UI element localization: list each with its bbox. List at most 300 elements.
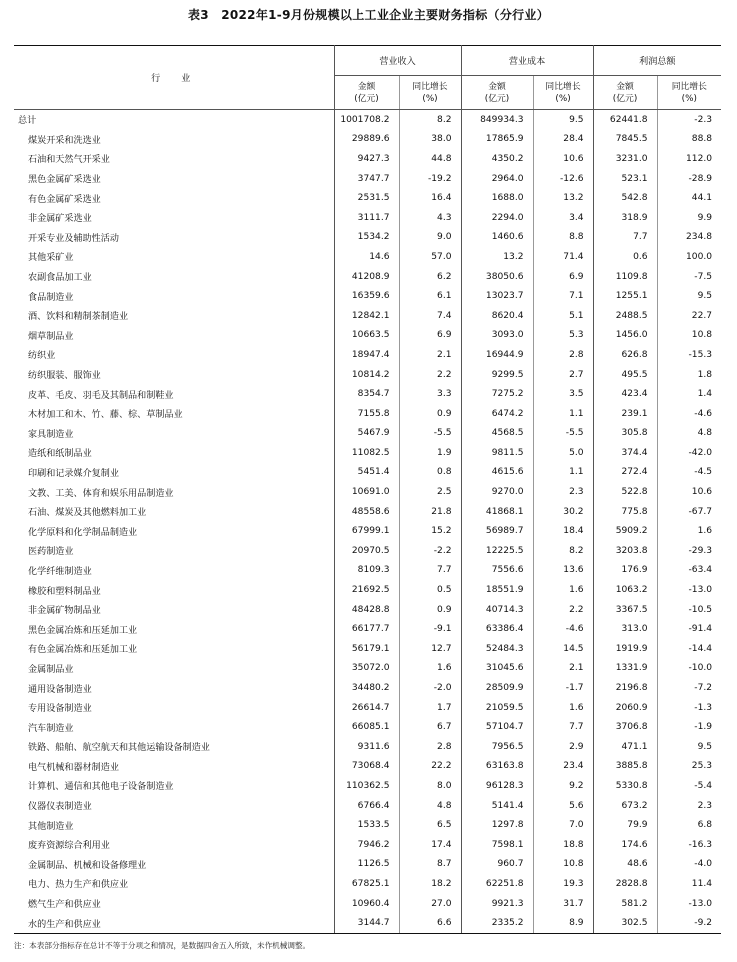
profit-amount: 1456.0: [593, 326, 657, 346]
cost-growth: 3.4: [533, 208, 593, 228]
revenue-amount: 3144.7: [334, 913, 399, 933]
industry-header: 行 业: [14, 46, 334, 110]
industry-name: 烟草制品业: [28, 331, 74, 342]
table-row: [14, 345, 721, 365]
revenue-amount: 110362.5: [334, 776, 399, 796]
profit-amount: 2488.5: [593, 306, 657, 326]
table-row: [14, 619, 721, 639]
revenue-growth: 8.7: [399, 855, 461, 875]
profit-amount: 3885.8: [593, 757, 657, 777]
revenue-amount: 18947.4: [334, 345, 399, 365]
table-row: [14, 796, 721, 816]
profit-growth: 112.0: [657, 149, 721, 169]
revenue-growth: -19.2: [399, 169, 461, 189]
profit-amount: 3706.8: [593, 717, 657, 737]
cost-header: 营业成本: [461, 46, 593, 76]
cost-amount: 1460.6: [461, 228, 533, 248]
cost-amount: 28509.9: [461, 678, 533, 698]
cost-amount: 31045.6: [461, 659, 533, 679]
cost-growth: 8.2: [533, 541, 593, 561]
industry-name: 黑色金属矿采选业: [28, 175, 101, 186]
profit-growth: 11.4: [657, 874, 721, 894]
profit-growth: -4.5: [657, 463, 721, 483]
cost-amount: 9811.5: [461, 443, 533, 463]
cost-amount: 2964.0: [461, 169, 533, 189]
industry-name: 开采专业及辅助性活动: [28, 233, 119, 244]
revenue-amount: 11082.5: [334, 443, 399, 463]
cost-growth: 2.8: [533, 345, 593, 365]
profit-growth: 88.8: [657, 130, 721, 150]
revenue-growth: -2.2: [399, 541, 461, 561]
revenue-growth: 27.0: [399, 894, 461, 914]
profit-amount: 176.9: [593, 561, 657, 581]
profit-growth: 234.8: [657, 228, 721, 248]
profit-growth: -7.2: [657, 678, 721, 698]
cost-amount: 62251.8: [461, 874, 533, 894]
profit-growth: -10.0: [657, 659, 721, 679]
profit-growth: -7.5: [657, 267, 721, 287]
cost-growth: 2.3: [533, 482, 593, 502]
industry-name: 非金属矿采选业: [28, 214, 92, 225]
profit-amount: 775.8: [593, 502, 657, 522]
revenue-growth: 8.0: [399, 776, 461, 796]
table-row: [14, 874, 721, 894]
revenue-amount: 3111.7: [334, 208, 399, 228]
revenue-growth: 3.3: [399, 384, 461, 404]
profit-growth: -91.4: [657, 619, 721, 639]
revenue-amount: 14.6: [334, 247, 399, 267]
industry-name: 非金属矿物制品业: [28, 606, 101, 617]
cost-amount: 1688.0: [461, 188, 533, 208]
industry-name: 计算机、通信和其他电子设备制造业: [28, 782, 174, 793]
cost-growth: 7.1: [533, 286, 593, 306]
profit-amount: 523.1: [593, 169, 657, 189]
industry-name: 汽车制造业: [28, 723, 74, 734]
revenue-growth: 57.0: [399, 247, 461, 267]
revenue-amount: 66085.1: [334, 717, 399, 737]
industry-name: 农副食品加工业: [28, 273, 92, 284]
table-row: [14, 835, 721, 855]
revenue-growth: 18.2: [399, 874, 461, 894]
revenue-growth: 0.9: [399, 404, 461, 424]
revenue-growth: 2.2: [399, 365, 461, 385]
profit-growth: 9.5: [657, 286, 721, 306]
industry-name: 金属制品、机械和设备修理业: [28, 860, 147, 871]
revenue-growth: 7.7: [399, 561, 461, 581]
revenue-growth: 2.1: [399, 345, 461, 365]
profit-amount: 7845.5: [593, 130, 657, 150]
cost-amount: 56989.7: [461, 521, 533, 541]
cost-growth: 2.9: [533, 737, 593, 757]
industry-name: 总计: [18, 116, 37, 127]
industry-name: 医药制造业: [28, 547, 74, 558]
cost-growth: -4.6: [533, 619, 593, 639]
table-row: [14, 521, 721, 541]
revenue-growth: 8.2: [399, 110, 461, 130]
cost-amount: 16944.9: [461, 345, 533, 365]
revenue-growth: 4.3: [399, 208, 461, 228]
industry-name: 其他采矿业: [28, 253, 74, 264]
cost-amount: 12225.5: [461, 541, 533, 561]
industry-name: 食品制造业: [28, 292, 74, 303]
revenue-growth: 17.4: [399, 835, 461, 855]
revenue-amount: 1533.5: [334, 815, 399, 835]
industry-name: 专用设备制造业: [28, 704, 92, 715]
revenue-amount: 73068.4: [334, 757, 399, 777]
revenue-growth: -9.1: [399, 619, 461, 639]
industry-name: 化学纤维制造业: [28, 566, 92, 577]
table-row: [14, 228, 721, 248]
profit-amount: 272.4: [593, 463, 657, 483]
revenue-amount: 34480.2: [334, 678, 399, 698]
profit-growth: 100.0: [657, 247, 721, 267]
industry-name: 有色金属冶炼和压延加工业: [28, 645, 138, 656]
amount-header: 金额 (亿元): [334, 76, 399, 110]
profit-growth: -4.6: [657, 404, 721, 424]
profit-growth: -42.0: [657, 443, 721, 463]
profit-amount: 471.1: [593, 737, 657, 757]
cost-amount: 57104.7: [461, 717, 533, 737]
profit-amount: 1109.8: [593, 267, 657, 287]
footnote: 注：本表部分指标存在总计不等于分项之和情况，是数据四舍五入所致，未作机械调整。: [14, 941, 311, 950]
revenue-amount: 21692.5: [334, 580, 399, 600]
cost-amount: 7956.5: [461, 737, 533, 757]
table-row: [14, 247, 721, 267]
revenue-growth: 2.8: [399, 737, 461, 757]
cost-amount: 9921.3: [461, 894, 533, 914]
cost-growth: -1.7: [533, 678, 593, 698]
profit-amount: 2828.8: [593, 874, 657, 894]
amount-header: 金额 (亿元): [461, 76, 533, 110]
revenue-growth: 9.0: [399, 228, 461, 248]
revenue-growth: 44.8: [399, 149, 461, 169]
cost-growth: 1.1: [533, 404, 593, 424]
revenue-amount: 35072.0: [334, 659, 399, 679]
cost-growth: 31.7: [533, 894, 593, 914]
profit-growth: -5.4: [657, 776, 721, 796]
revenue-amount: 5467.9: [334, 424, 399, 444]
profit-amount: 5330.8: [593, 776, 657, 796]
profit-growth: -9.2: [657, 913, 721, 933]
cost-growth: 6.9: [533, 267, 593, 287]
cost-growth: 19.3: [533, 874, 593, 894]
cost-growth: 7.0: [533, 815, 593, 835]
profit-growth: -13.0: [657, 580, 721, 600]
cost-growth: 23.4: [533, 757, 593, 777]
revenue-growth: 1.9: [399, 443, 461, 463]
cost-amount: 63386.4: [461, 619, 533, 639]
revenue-amount: 7155.8: [334, 404, 399, 424]
industry-name: 橡胶和塑料制品业: [28, 586, 101, 597]
revenue-growth: 22.2: [399, 757, 461, 777]
total-row: [14, 110, 721, 130]
revenue-amount: 10960.4: [334, 894, 399, 914]
industry-name: 黑色金属冶炼和压延加工业: [28, 625, 138, 636]
revenue-amount: 48428.8: [334, 600, 399, 620]
cost-amount: 2294.0: [461, 208, 533, 228]
industry-name: 水的生产和供应业: [14, 913, 334, 933]
cost-growth: 8.8: [533, 228, 593, 248]
cost-growth: 18.4: [533, 521, 593, 541]
profit-growth: 2.3: [657, 796, 721, 816]
profit-growth: -15.3: [657, 345, 721, 365]
industry-name: 印刷和记录媒介复制业: [28, 468, 119, 479]
cost-amount: 38050.6: [461, 267, 533, 287]
revenue-growth: 0.9: [399, 600, 461, 620]
cost-growth: 5.0: [533, 443, 593, 463]
table-row: [14, 639, 721, 659]
industry-name: 造纸和纸制品业: [28, 449, 92, 460]
profit-growth: -4.0: [657, 855, 721, 875]
industry-name: 通用设备制造业: [28, 684, 92, 695]
table-row: [14, 659, 721, 679]
table-row: [14, 404, 721, 424]
profit-growth: -63.4: [657, 561, 721, 581]
cost-growth: 8.9: [533, 913, 593, 933]
profit-amount: 3231.0: [593, 149, 657, 169]
table-row: [14, 600, 721, 620]
industry-name: 纺织业: [28, 351, 56, 362]
cost-growth: 71.4: [533, 247, 593, 267]
cost-amount: 9299.5: [461, 365, 533, 385]
profit-amount: 3203.8: [593, 541, 657, 561]
cost-growth: 2.2: [533, 600, 593, 620]
cost-growth: 9.5: [533, 110, 593, 130]
cost-growth: 5.6: [533, 796, 593, 816]
cost-amount: 6474.2: [461, 404, 533, 424]
table-row: [14, 698, 721, 718]
table-row: [14, 424, 721, 444]
profit-growth: 6.8: [657, 815, 721, 835]
table-row: [14, 561, 721, 581]
revenue-amount: 1534.2: [334, 228, 399, 248]
revenue-growth: 21.8: [399, 502, 461, 522]
revenue-amount: 10663.5: [334, 326, 399, 346]
table-row: [14, 384, 721, 404]
industry-name: 家具制造业: [28, 429, 74, 440]
industry-name: 石油和天然气开采业: [28, 155, 110, 166]
cost-amount: 9270.0: [461, 482, 533, 502]
table-row: [14, 365, 721, 385]
revenue-growth: 38.0: [399, 130, 461, 150]
profit-amount: 423.4: [593, 384, 657, 404]
table-row: [14, 267, 721, 287]
cost-growth: 2.7: [533, 365, 593, 385]
table-row: [14, 757, 721, 777]
revenue-amount: 29889.6: [334, 130, 399, 150]
profit-amount: 626.8: [593, 345, 657, 365]
industry-name: 废弃资源综合利用业: [28, 841, 110, 852]
cost-growth: 13.6: [533, 561, 593, 581]
cost-growth: 5.3: [533, 326, 593, 346]
table-row: [14, 443, 721, 463]
profit-amount: 2196.8: [593, 678, 657, 698]
table-row: [14, 286, 721, 306]
profit-growth: 10.6: [657, 482, 721, 502]
profit-growth: -2.3: [657, 110, 721, 130]
industry-name: 有色金属矿采选业: [28, 194, 101, 205]
cost-amount: 63163.8: [461, 757, 533, 777]
revenue-growth: 4.8: [399, 796, 461, 816]
cost-amount: 7556.6: [461, 561, 533, 581]
revenue-growth: 7.4: [399, 306, 461, 326]
profit-growth: -1.3: [657, 698, 721, 718]
cost-amount: 40714.3: [461, 600, 533, 620]
revenue-amount: 20970.5: [334, 541, 399, 561]
revenue-growth: 12.7: [399, 639, 461, 659]
profit-amount: 305.8: [593, 424, 657, 444]
profit-growth: -10.5: [657, 600, 721, 620]
table-row: [14, 855, 721, 875]
profit-amount: 1331.9: [593, 659, 657, 679]
revenue-amount: 26614.7: [334, 698, 399, 718]
cost-amount: 1297.8: [461, 815, 533, 835]
industry-name: 金属制品业: [28, 664, 74, 675]
revenue-amount: 67999.1: [334, 521, 399, 541]
cost-growth: 5.1: [533, 306, 593, 326]
cost-amount: 52484.3: [461, 639, 533, 659]
profit-growth: 1.8: [657, 365, 721, 385]
cost-amount: 41868.1: [461, 502, 533, 522]
industry-name: 文教、工美、体育和娱乐用品制造业: [28, 488, 174, 499]
table-row: [14, 188, 721, 208]
revenue-growth: 6.1: [399, 286, 461, 306]
profit-amount: 62441.8: [593, 110, 657, 130]
revenue-growth: 6.6: [399, 913, 461, 933]
industry-name: 纺织服装、服饰业: [28, 371, 101, 382]
profit-growth: -16.3: [657, 835, 721, 855]
profit-amount: 2060.9: [593, 698, 657, 718]
cost-growth: -12.6: [533, 169, 593, 189]
cost-amount: 5141.4: [461, 796, 533, 816]
revenue-amount: 56179.1: [334, 639, 399, 659]
cost-growth: 18.8: [533, 835, 593, 855]
revenue-growth: -5.5: [399, 424, 461, 444]
table-row: [14, 149, 721, 169]
profit-growth: 25.3: [657, 757, 721, 777]
profit-growth: 9.9: [657, 208, 721, 228]
profit-growth: 22.7: [657, 306, 721, 326]
revenue-amount: 9311.6: [334, 737, 399, 757]
profit-amount: 673.2: [593, 796, 657, 816]
cost-amount: 4615.6: [461, 463, 533, 483]
profit-amount: 1255.1: [593, 286, 657, 306]
profit-growth: 9.5: [657, 737, 721, 757]
revenue-growth: 15.2: [399, 521, 461, 541]
profit-amount: 1063.2: [593, 580, 657, 600]
cost-amount: 13.2: [461, 247, 533, 267]
profit-growth: -67.7: [657, 502, 721, 522]
profit-amount: 374.4: [593, 443, 657, 463]
revenue-amount: 12842.1: [334, 306, 399, 326]
revenue-amount: 66177.7: [334, 619, 399, 639]
revenue-growth: -2.0: [399, 678, 461, 698]
profit-amount: 5909.2: [593, 521, 657, 541]
table-row: [14, 208, 721, 228]
revenue-amount: 9427.3: [334, 149, 399, 169]
table-row: [14, 326, 721, 346]
industry-name: 电力、热力生产和供应业: [28, 880, 129, 891]
profit-growth: -13.0: [657, 894, 721, 914]
revenue-header: 营业收入: [334, 46, 461, 76]
revenue-amount: 5451.4: [334, 463, 399, 483]
profit-growth: -1.9: [657, 717, 721, 737]
revenue-amount: 8109.3: [334, 561, 399, 581]
revenue-growth: 16.4: [399, 188, 461, 208]
revenue-amount: 16359.6: [334, 286, 399, 306]
table-row: [14, 482, 721, 502]
growth-header: 同比增长 (%): [399, 76, 461, 110]
profit-amount: 239.1: [593, 404, 657, 424]
table-row: [14, 815, 721, 835]
profit-amount: 318.9: [593, 208, 657, 228]
cost-growth: 1.6: [533, 698, 593, 718]
cost-amount: 4350.2: [461, 149, 533, 169]
industry-name: 电气机械和器材制造业: [28, 762, 119, 773]
cost-growth: 7.7: [533, 717, 593, 737]
cost-amount: 17865.9: [461, 130, 533, 150]
cost-amount: 8620.4: [461, 306, 533, 326]
cost-amount: 2335.2: [461, 913, 533, 933]
revenue-growth: 0.8: [399, 463, 461, 483]
revenue-amount: 7946.2: [334, 835, 399, 855]
table-row: [14, 737, 721, 757]
cost-growth: 13.2: [533, 188, 593, 208]
industry-name: 皮革、毛皮、羽毛及其制品和制鞋业: [28, 390, 174, 401]
cost-growth: 28.4: [533, 130, 593, 150]
industry-name: 燃气生产和供应业: [28, 900, 101, 911]
revenue-growth: 6.7: [399, 717, 461, 737]
table-row: [14, 580, 721, 600]
table-row: [14, 463, 721, 483]
revenue-growth: 2.5: [399, 482, 461, 502]
revenue-growth: 0.5: [399, 580, 461, 600]
cost-growth: 2.1: [533, 659, 593, 679]
revenue-growth: 6.5: [399, 815, 461, 835]
cost-amount: 7275.2: [461, 384, 533, 404]
cost-growth: 10.8: [533, 855, 593, 875]
table-row: [14, 169, 721, 189]
cost-amount: 3093.0: [461, 326, 533, 346]
table-row: [14, 678, 721, 698]
table-row: [14, 776, 721, 796]
industry-name: 其他制造业: [28, 821, 74, 832]
cost-amount: 4568.5: [461, 424, 533, 444]
industry-name: 铁路、船舶、航空航天和其他运输设备制造业: [28, 743, 210, 754]
amount-header: 金额 (亿元): [593, 76, 657, 110]
table-row: [14, 306, 721, 326]
cost-amount: 18551.9: [461, 580, 533, 600]
cost-amount: 960.7: [461, 855, 533, 875]
profit-header: 利润总额: [593, 46, 721, 76]
profit-growth: 44.1: [657, 188, 721, 208]
profit-amount: 0.6: [593, 247, 657, 267]
revenue-amount: 48558.6: [334, 502, 399, 522]
growth-header: 同比增长 (%): [533, 76, 593, 110]
revenue-amount: 10814.2: [334, 365, 399, 385]
table-row: [14, 894, 721, 914]
profit-amount: 48.6: [593, 855, 657, 875]
industry-name: 煤炭开采和洗选业: [28, 135, 101, 146]
profit-amount: 3367.5: [593, 600, 657, 620]
revenue-amount: 67825.1: [334, 874, 399, 894]
table-row: [14, 717, 721, 737]
profit-amount: 495.5: [593, 365, 657, 385]
revenue-growth: 6.2: [399, 267, 461, 287]
industry-name: 石油、煤炭及其他燃料加工业: [28, 508, 147, 519]
growth-header: 同比增长 (%): [657, 76, 721, 110]
revenue-growth: 1.6: [399, 659, 461, 679]
